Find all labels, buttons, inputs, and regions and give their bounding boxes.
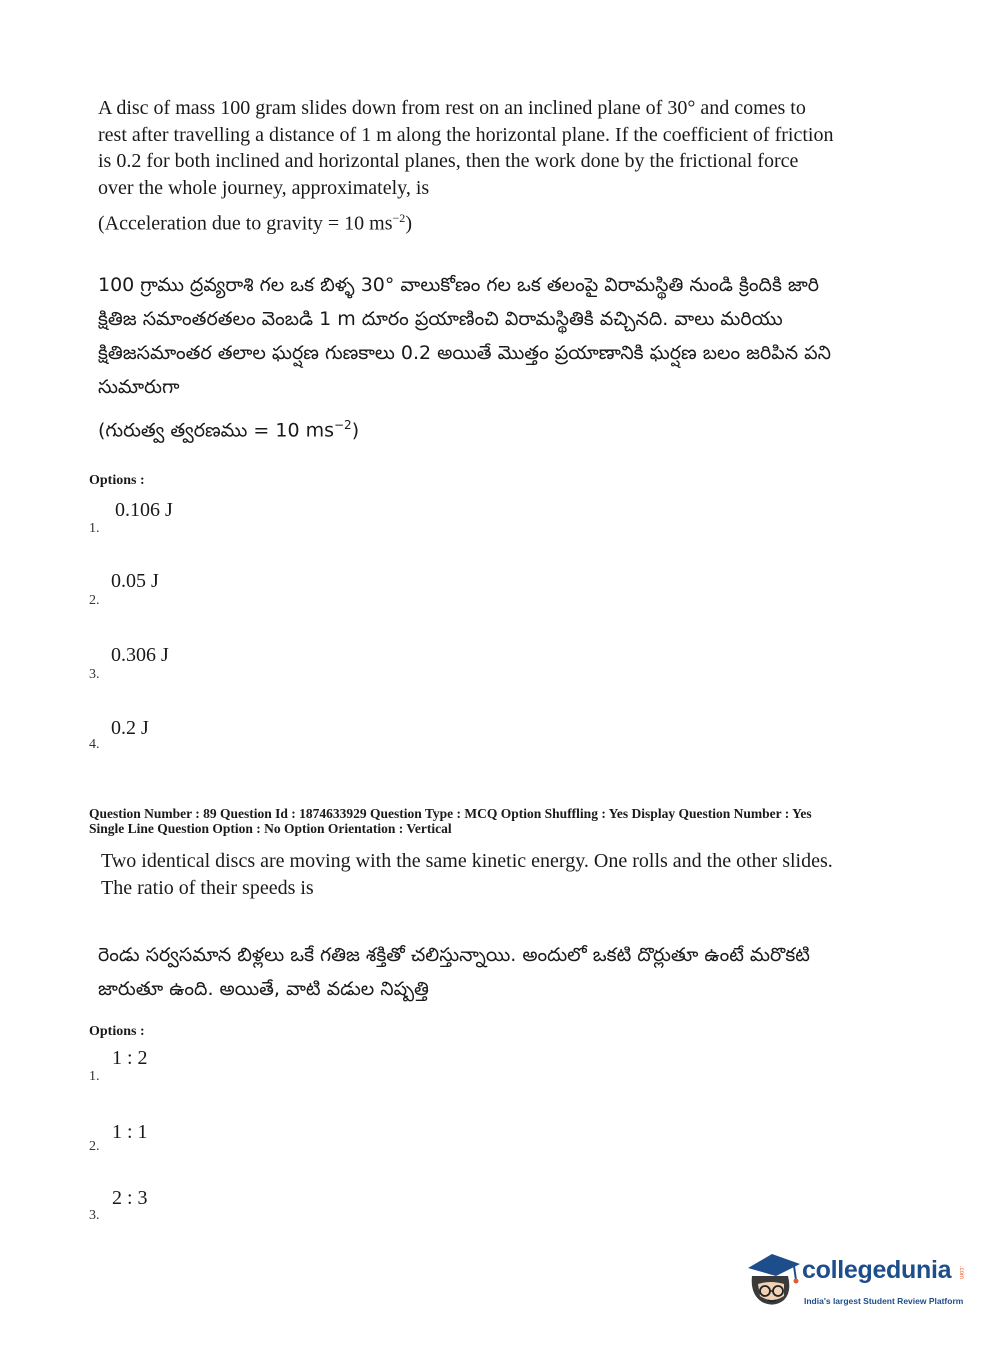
brand-tagline: India's largest Student Review Platform [804,1296,964,1306]
gravity-note [98,205,878,237]
options-label: Options : [89,473,145,488]
gravity-suffix: ) [405,212,412,235]
option-number: 1. [89,521,100,536]
question-meta [89,806,919,836]
brand-dotcom: .com [958,1266,964,1280]
gravity-exponent: −2 [333,418,352,432]
question-line: The ratio of their speeds is [101,876,314,899]
question-text-english [101,848,901,901]
option-value[interactable]: 1 : 1 [112,1121,148,1143]
question-line: rest after travelling a distance of 1 m along the horizontal plane. If the coefficient of friction [98,123,834,146]
mascot-icon [742,1250,802,1312]
option-value[interactable]: 0.306 J [111,644,169,666]
option-number: 2. [89,593,100,608]
option-value[interactable]: 2 : 3 [112,1187,148,1209]
option-number: 3. [89,1208,100,1223]
question-line: జారుతూ ఉంది. అయితే, వాటి వడుల నిష్పత్తి [98,978,429,1000]
question-text-english [98,95,878,237]
gravity-exponent: −2 [392,211,406,225]
brand-name: collegedunia [802,1256,952,1284]
question-line: Two identical discs are moving with the same kinetic energy. One rolls and the other slides. [101,850,833,872]
question-line: రెండు సర్వసమాన బిళ్లలు ఒకే గతిజ శక్తితో చలిస్తున్నాయి. అందులో ఒకటి దొర్లుతూ ఉంటే మరొకటి [98,944,810,966]
option-value[interactable]: 0.2 J [111,717,149,739]
question-line: క్షితిజసమాంతర తలాల ఘర్షణ గుణకాలు 0.2 అయితే మొత్తం ప్రయాణానికి ఘర్షణ బలం జరిపిన పని [98,342,832,364]
question-line: 100 గ్రాము ద్రవ్యరాశి గల ఒక బిళ్ళ 30° వాలుకోణం గల ఒక తలంపై విరామస్థితి నుండి క్రిందికి జారి [98,274,820,296]
gravity-suffix: ) [351,419,360,442]
question-line: is 0.2 for both inclined and horizontal planes, then the work done by the frictional force [98,150,799,172]
gravity-text: (గురుత్వ త్వరణము = 10 ms [98,419,334,442]
collegedunia-logo[interactable] [742,1250,972,1314]
question-text-telugu [98,268,878,447]
option-number: 3. [89,667,100,682]
question-line: సుమారుగా [98,376,180,398]
option-number: 1. [89,1069,100,1084]
question-meta-line: Single Line Question Option : No Option Orientation : Vertical [89,821,452,836]
question-line: క్షితిజ సమాంతరతలం వెంబడి 1 m దూరం ప్రయాణించి విరామస్థితికి వచ్చినది. వాలు మరియు [98,308,783,330]
gravity-text: (Acceleration due to gravity = 10 ms [98,212,393,235]
option-value[interactable]: 0.106 J [115,499,173,521]
options-label: Options : [89,1024,145,1039]
option-number: 4. [89,737,100,752]
option-number: 2. [89,1139,100,1154]
question-text-telugu [98,938,868,1006]
gravity-note [98,408,878,447]
option-value[interactable]: 1 : 2 [112,1047,148,1069]
question-meta-line: Question Number : 89 Question Id : 1874633929 Question Type : MCQ Option Shuffling : Yes Display Question Number : Yes [89,806,812,821]
option-value[interactable]: 0.05 J [111,570,159,592]
question-line: A disc of mass 100 gram slides down from rest on an inclined plane of 30° and comes to [98,97,806,119]
question-line: over the whole journey, approximately, is [98,176,430,199]
